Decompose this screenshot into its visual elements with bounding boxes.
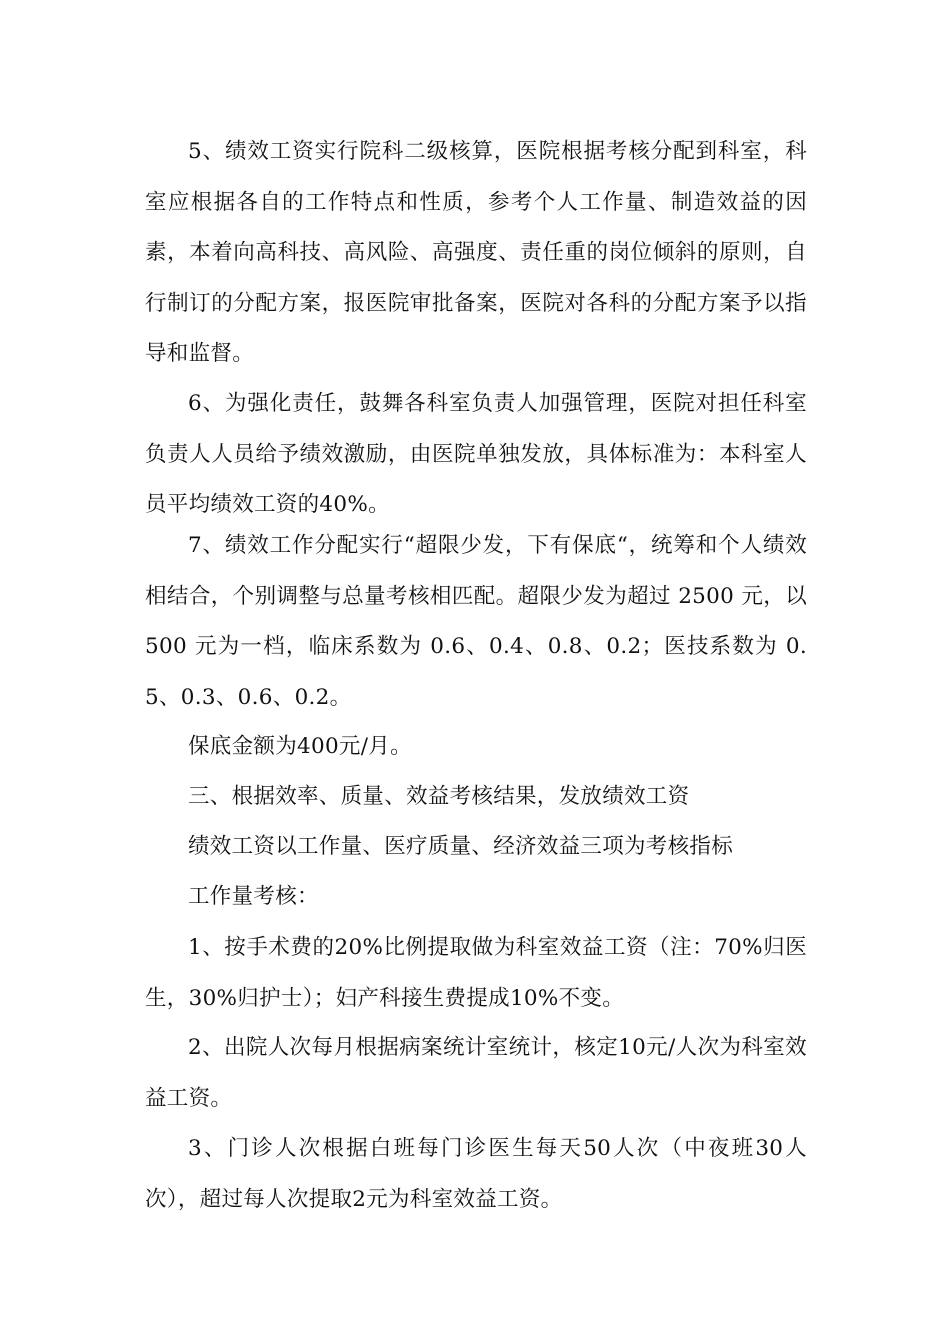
paragraph-item-6: 6、为强化责任，鼓舞各科室负责人加强管理，医院对担任科室负责人人员给予绩效激励，由医院单独发放，具体标准为：本科室人员平均绩效工资的40%。 xyxy=(145,391,807,517)
paragraph-minimum-amount: 保底金额为400元/月。 xyxy=(188,734,412,759)
section-heading-three: 三、根据效率、质量、效益考核结果，发放绩效工资 xyxy=(188,784,690,809)
paragraph-workload-item-1: 1、按手术费的20%比例提取做为科室效益工资（注：70%归医生，30%归护士）；妇产科接生费提成10%不变。 xyxy=(145,935,807,1011)
paragraph-item-5: 5、绩效工资实行院科二级核算，医院根据考核分配到科室，科室应根据各自的工作特点和性质，参考个人工作量、制造效益的因素，本着向高科技、高风险、高强度、责任重的岗位倾斜的原则，自行制订的分配方案，报医院审批备案，医院对各科的分配方案予以指导和监督。 xyxy=(145,139,807,366)
paragraph-item-7: 7、绩效工作分配实行“超限少发，下有保底“，统筹和个人绩效相结合，个别调整与总量考核相匹配。超限少发为超过 2500 元，以 500 元为一档，临床系数为 0.6、0.4、0.8、0.2；医技系数为 0.5、0.3、0.6、0.2。 xyxy=(145,533,807,710)
paragraph-indicators: 绩效工资以工作量、医疗质量、经济效益三项为考核指标 xyxy=(188,834,734,859)
paragraph-workload-item-2: 2、出院人次每月根据病案统计室统计，核定10元/人次为科室效益工资。 xyxy=(145,1035,807,1111)
paragraph-workload-item-3: 3、门诊人次根据白班每门诊医生每天50人次（中夜班30人次），超过每人次提取2元为科室效益工资。 xyxy=(145,1136,807,1212)
paragraph-workload-heading: 工作量考核： xyxy=(188,884,319,909)
